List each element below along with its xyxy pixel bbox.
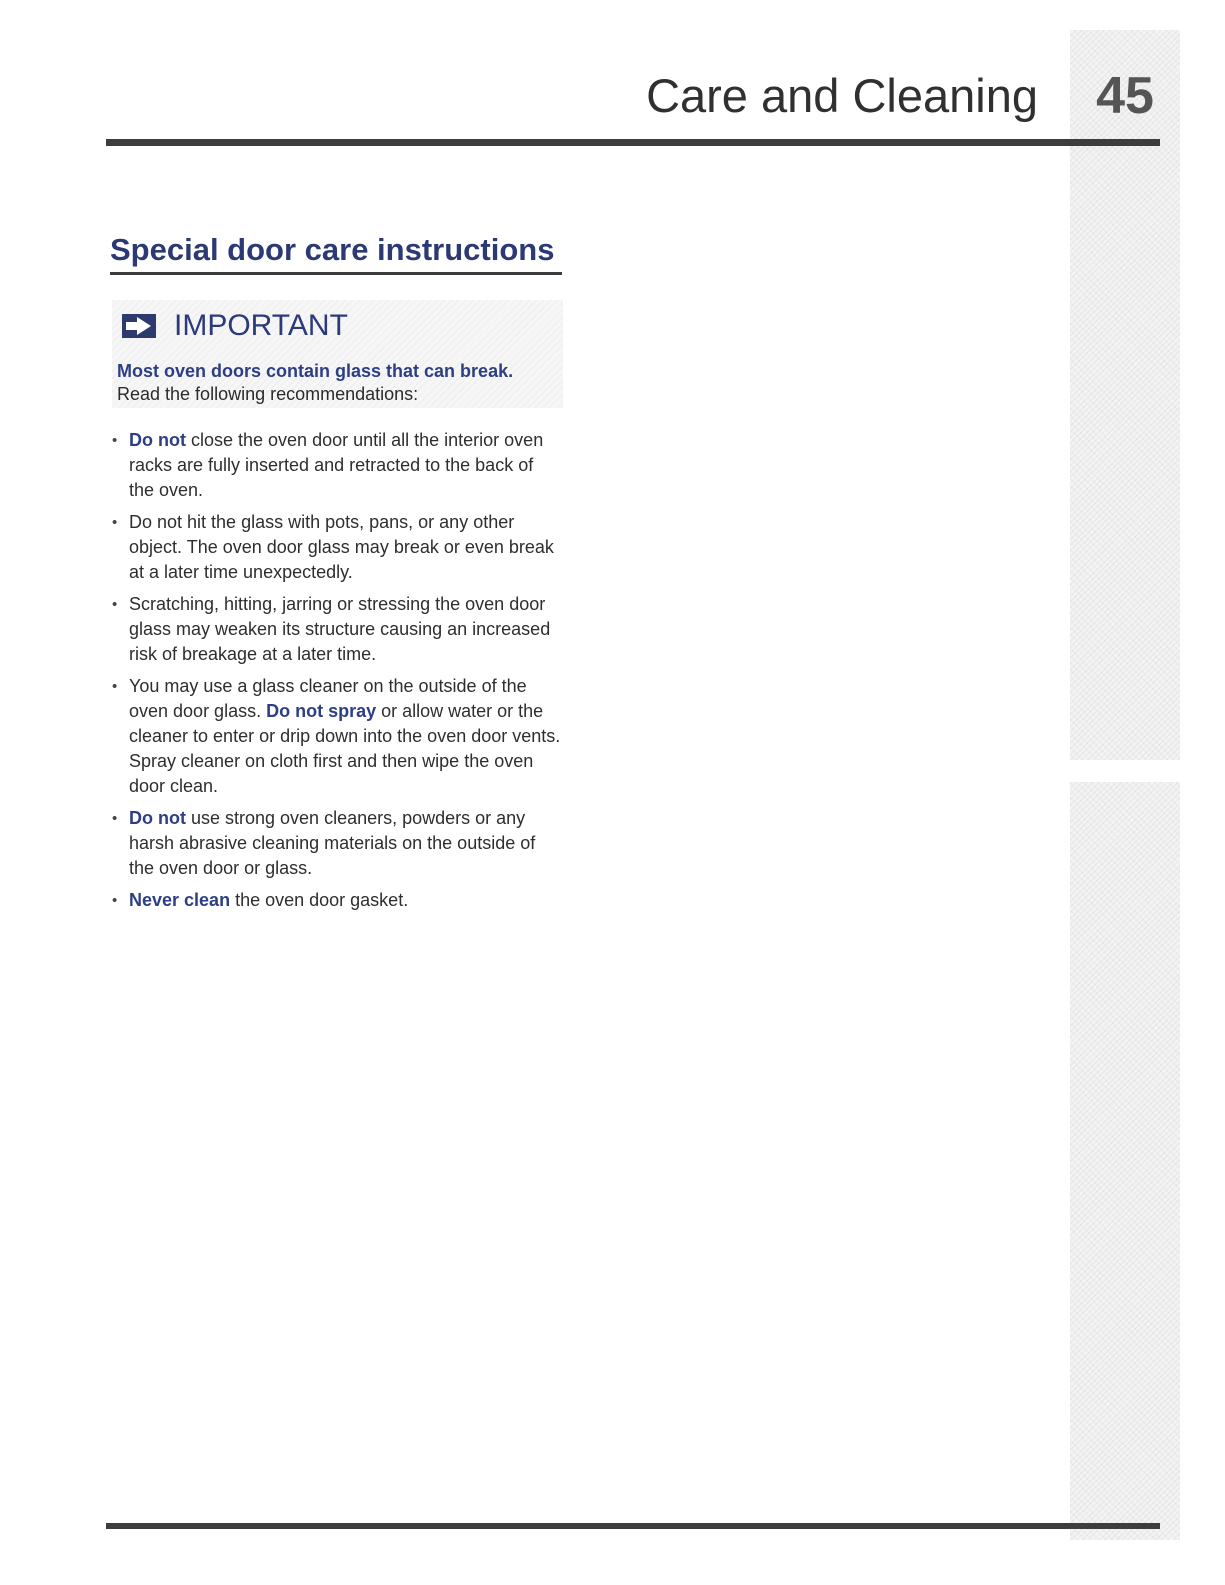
- important-notice: [112, 300, 563, 408]
- body-text: the oven door gasket.: [230, 890, 409, 910]
- emphasis-text: Do not spray: [266, 701, 377, 721]
- body-text: use strong oven cleaners, powders or any harsh abrasive cleaning materials on the outside of the oven door or glass.: [129, 808, 536, 878]
- emphasis-text: Do not: [129, 430, 186, 450]
- bullet-icon: •: [112, 678, 118, 695]
- page-number: 45: [1096, 67, 1154, 125]
- bullet-icon: •: [112, 514, 118, 531]
- body-text: close the oven door until all the interior oven racks are fully inserted and retracted to the back of the oven.: [129, 430, 544, 500]
- emphasis-text: Never clean: [129, 890, 231, 910]
- list-item: [112, 806, 562, 881]
- body-text: Scratching, hitting, jarring or stressing the oven door glass may weaken its structure causing an increased risk of breakage at a later time.: [129, 594, 551, 664]
- bullet-icon: •: [112, 810, 118, 827]
- list-item: [112, 888, 562, 913]
- important-text: [117, 360, 557, 406]
- important-title: IMPORTANT: [174, 309, 348, 342]
- list-item: [112, 674, 562, 799]
- emphasis-text: Do not: [129, 808, 186, 828]
- bullet-icon: •: [112, 432, 118, 449]
- important-bold-text: Most oven doors contain glass that can break.: [117, 361, 514, 381]
- section-heading: Special door care instructions: [110, 229, 562, 275]
- list-item: [112, 510, 562, 585]
- footer-rule: [106, 1523, 1160, 1529]
- page-header-title: Care and Cleaning: [646, 69, 1038, 122]
- bullet-icon: •: [112, 892, 118, 909]
- body-text: You may use a glass cleaner on the outside of the oven door glass.: [129, 676, 527, 721]
- side-tab-band: [1070, 30, 1180, 1540]
- arrow-right-icon: [122, 314, 156, 338]
- list-item: [112, 428, 562, 503]
- list-item: [112, 592, 562, 667]
- instruction-list: [112, 428, 562, 920]
- body-text: Do not hit the glass with pots, pans, or any other object. The oven door glass may break or even break at a later time unexpectedly.: [129, 512, 554, 582]
- header-rule: [106, 139, 1160, 146]
- bullet-icon: •: [112, 596, 118, 613]
- important-plain-text: Read the following recommendations:: [117, 384, 419, 404]
- side-tab-gap: [1070, 760, 1180, 782]
- body-text: or allow water or the cleaner to enter or drip down into the oven door vents. Spray cleaner on cloth first and then wipe the oven door clean.: [129, 701, 561, 796]
